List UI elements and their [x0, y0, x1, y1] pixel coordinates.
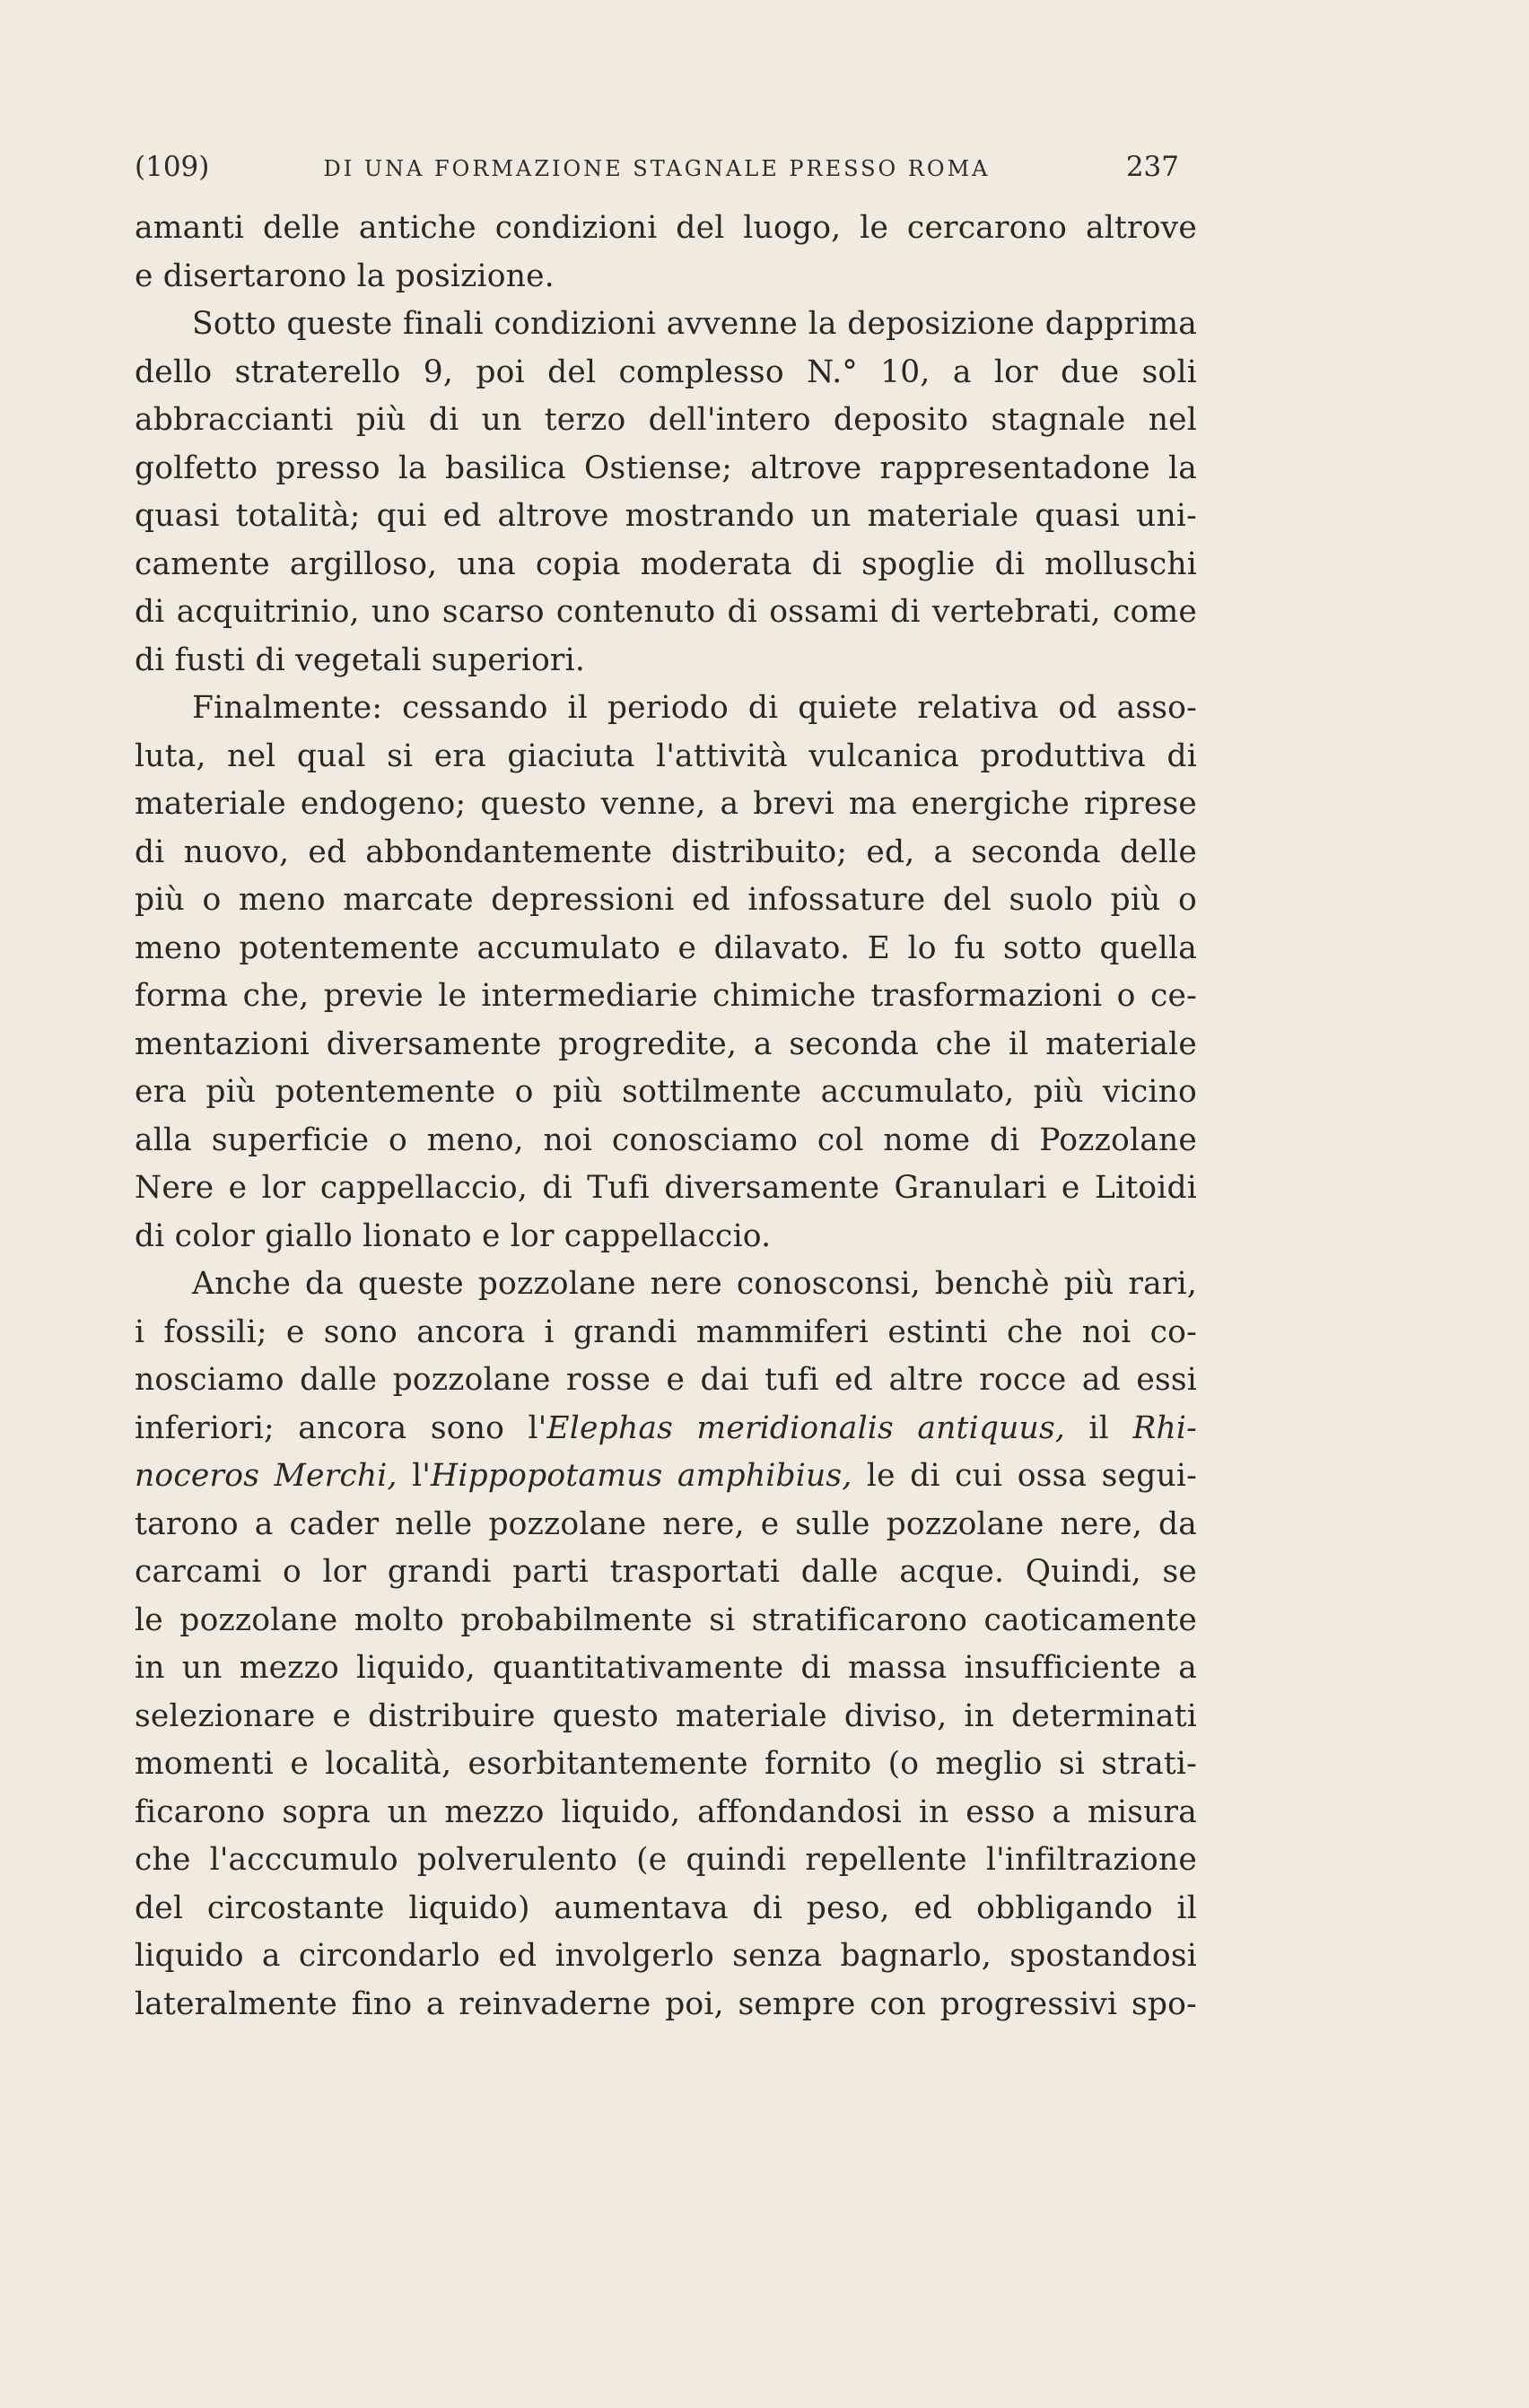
species-name-italic: Hippopotamus amphibius,	[431, 1458, 852, 1494]
text-line: abbraccianti più di un terzo dell'intero deposito stagnale nel	[135, 402, 1197, 438]
text-line: più o meno marcate depressioni ed infossature del suolo più o	[135, 882, 1197, 918]
page-reference: (109)	[135, 151, 210, 183]
species-name-italic: noceros Merchi,	[135, 1458, 398, 1494]
text-line: quasi totalità; qui ed altrove mostrando un materiale quasi uni-	[135, 498, 1197, 534]
text-line: Finalmente: cessando il periodo di quiete relativa od asso-	[192, 690, 1197, 726]
text-line: e disertarono la posizione.	[135, 257, 555, 294]
text-line: lateralmente fino a reinvaderne poi, sempre con progressivi spo-	[135, 1985, 1197, 2022]
text-line: Sotto queste finali condizioni avvenne la deposizione dapprima	[192, 306, 1197, 342]
text-line: Anche da queste pozzolane nere conosconsi, benchè più rari,	[192, 1266, 1197, 1302]
text-line: carcami o lor grandi parti trasportati dalle acque. Quindi, se	[135, 1554, 1197, 1590]
text-line: meno potentemente accumulato e dilavato. E lo fu sotto quella	[135, 929, 1197, 966]
text-run: le di cui ossa segui-	[852, 1458, 1197, 1494]
text-line: luta, nel qual si era giaciuta l'attività vulcanica produttiva di	[135, 737, 1197, 774]
text-line: momenti e località, esorbitantemente fornito (o meglio si strati-	[135, 1746, 1197, 1782]
text-line: i fossili; e sono ancora i grandi mammiferi estinti che noi co-	[135, 1313, 1197, 1350]
running-title: DI UNA FORMAZIONE STAGNALE PRESSO ROMA	[323, 156, 991, 181]
text-line: golfetto presso la basilica Ostiense; altrove rappresentadone la	[135, 449, 1197, 486]
text-line: camente argilloso, una copia moderata di spoglie di molluschi	[135, 545, 1197, 582]
text-line: del circostante liquido) aumentava di peso, ed obbligando il	[135, 1889, 1197, 1926]
text-line: di nuovo, ed abbondantemente distribuito; ed, a seconda delle	[135, 833, 1197, 870]
text-line: tarono a cader nelle pozzolane nere, e sulle pozzolane nere, da	[135, 1505, 1197, 1542]
text-line: di fusti di vegetali superiori.	[135, 641, 586, 678]
page-number: 237	[1125, 151, 1179, 183]
text-line: in un mezzo liquido, quantitativamente di massa insufficiente a	[135, 1650, 1197, 1686]
text-line: selezionare e distribuire questo materiale diviso, in determinati	[135, 1697, 1197, 1734]
text-line: nosciamo dalle pozzolane rosse e dai tufi ed altre rocce ad essi	[135, 1362, 1197, 1398]
text-line: liquido a circondarlo ed involgerlo senza bagnarlo, spostandosi	[135, 1938, 1197, 1974]
text-line: era più potentemente o più sottilmente accumulato, più vicino	[135, 1074, 1197, 1110]
species-name-italic: Rhi-	[1132, 1409, 1197, 1446]
text-line: materiale endogeno; questo venne, a brevi ma energiche riprese	[135, 786, 1197, 822]
species-name-italic: Elephas meridionalis antiquus,	[546, 1409, 1066, 1446]
page-header	[135, 151, 1179, 196]
text-line: le pozzolane molto probabilmente si stratificarono caoticamente	[135, 1601, 1197, 1638]
text-run: inferiori; ancora sono l'	[135, 1409, 547, 1446]
text-line: Nere e lor cappellaccio, di Tufi diversamente Granulari e Litoidi	[135, 1170, 1197, 1206]
text-line: di acquitrinio, uno scarso contenuto di ossami di vertebrati, come	[135, 594, 1197, 630]
text-line	[135, 1453, 1197, 1501]
text-line: dello straterello 9, poi del complesso N.° 10, a lor due soli	[135, 353, 1197, 390]
text-run: il	[1065, 1409, 1133, 1446]
text-line: alla superficie o meno, noi conosciamo col nome di Pozzolane	[135, 1121, 1197, 1158]
text-line: che l'acccumulo polverulento (e quindi repellente l'infiltrazione	[135, 1842, 1197, 1878]
text-run: l'	[397, 1458, 432, 1494]
text-line: forma che, previe le intermediarie chimiche trasformazioni o ce-	[135, 978, 1197, 1014]
body-text	[135, 205, 1197, 2028]
text-line	[135, 1405, 1197, 1453]
text-line: di color giallo lionato e lor cappellaccio.	[135, 1217, 772, 1254]
text-line: amanti delle antiche condizioni del luogo, le cercarono altrove	[135, 210, 1197, 246]
text-line: ficarono sopra un mezzo liquido, affondandosi in esso a misura	[135, 1793, 1197, 1830]
text-line: mentazioni diversamente progredite, a seconda che il materiale	[135, 1025, 1197, 1062]
